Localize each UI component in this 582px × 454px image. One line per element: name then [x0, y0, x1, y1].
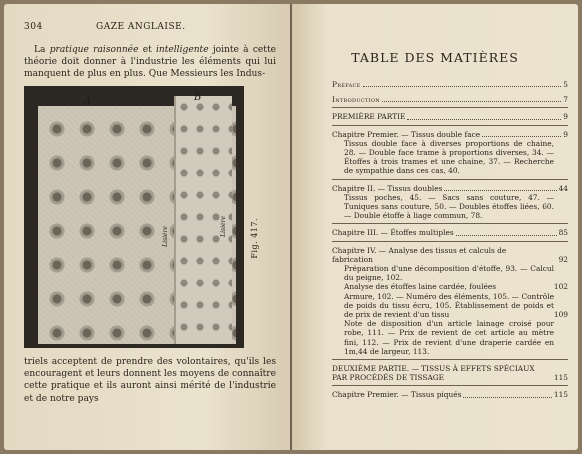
figure-caption: Fig. 417. [250, 218, 259, 259]
divider [332, 179, 568, 180]
toc-entry-part-two: DEUXIÈME PARTIE. — TISSUS À EFFETS SPÉCIAUX PAR PROCÉDÉS DE TISSAGE 115 [332, 364, 568, 383]
intro-paragraph: La pratique raisonnée et intelligente jointe à cette théorie doit donner à l'industrie les éléments qui lui manquent de plus en plus. Que Messieurs les Indus- [24, 45, 276, 80]
toc-entry-part-two-chapter-1: Chapitre Premier. — Tissus piqués 115 [332, 390, 568, 400]
divider [332, 385, 568, 386]
left-page [4, 4, 290, 450]
toc-subentry-chapter-1: Tissus double face à diverses proportions de chaine, 28. — Double face trame à proportions diverses, 34. — Étoffes à trois trames et une chaine, 37. — Recherche de sympathie dans ces cas, 40. [344, 138, 554, 176]
toc-entry-chapter-3: Chapitre III. — Étoffes multiples 85 [332, 228, 568, 238]
toc-subentry-armure: Armure, 102. — Numéro des éléments, 105. — Contrôle de poids du tissu écru, 105. Établissement de poids et de prix de revient d'un tissu 109 [344, 291, 568, 320]
toc-subentry-analysis: Analyse des étoffes laine cardée, foulées 102 [344, 282, 568, 292]
figure-letter-a: A [84, 96, 92, 107]
fabric-figure [24, 86, 244, 348]
toc-entry-chapter-4: Chapitre IV. — Analyse des tissus et calculs de fabrication 92 [332, 245, 568, 264]
figure-label-selvage-1: Lisière [162, 226, 169, 247]
toc-entry-part-one: PREMIÈRE PARTIE 9 [332, 112, 568, 122]
divider [332, 125, 568, 126]
right-page [292, 4, 578, 450]
divider [332, 223, 568, 224]
toc-entry-chapter-2: Chapitre II. — Tissus doubles 44 [332, 183, 568, 193]
toc-subentry-note: Note de disposition d'un article lainage croisé pour robe, 111. — Prix de revient de cet article au mètre fini, 112. — Prix de revient d'une draperie cardée en 1m,44 de largeur, 113. [344, 319, 554, 356]
divider [332, 241, 568, 242]
divider [332, 359, 568, 360]
toc-subentry-chapter-2: Tissus poches, 45. — Sacs sans couture, 47. — Tuniques sans couture, 50. — Doubles étoffes liées, 60. — Double étoffe à liage commun, 78. [344, 192, 554, 221]
left-running-title: GAZE ANGLAISE. [96, 22, 186, 32]
toc-title: TABLE DES MATIÈRES [351, 50, 519, 65]
toc-entry-chapter-1: Chapitre Premier. — Tissus double face 9 [332, 129, 568, 139]
table-of-contents [332, 80, 568, 400]
toc-entry-introduction: Introduction 7 [332, 95, 568, 105]
closing-paragraph: triels acceptent de prendre des volontaires, qu'ils les encouragent et leurs donnent les moyens de connaître cette pratique et ils auront ainsi mérité de l'industrie et de notre pays [24, 357, 276, 404]
left-page-number: 304 [24, 22, 43, 32]
figure-label-selvage-2: Lisière [220, 216, 227, 237]
divider [332, 107, 568, 108]
toc-entry-preface: Préface 5 [332, 80, 568, 89]
toc-subentry-decomposition: Préparation d'une décomposition d'étoffe, 93. — Calcul du peigne, 102. [344, 264, 554, 283]
figure-letter-b: B [194, 92, 202, 103]
